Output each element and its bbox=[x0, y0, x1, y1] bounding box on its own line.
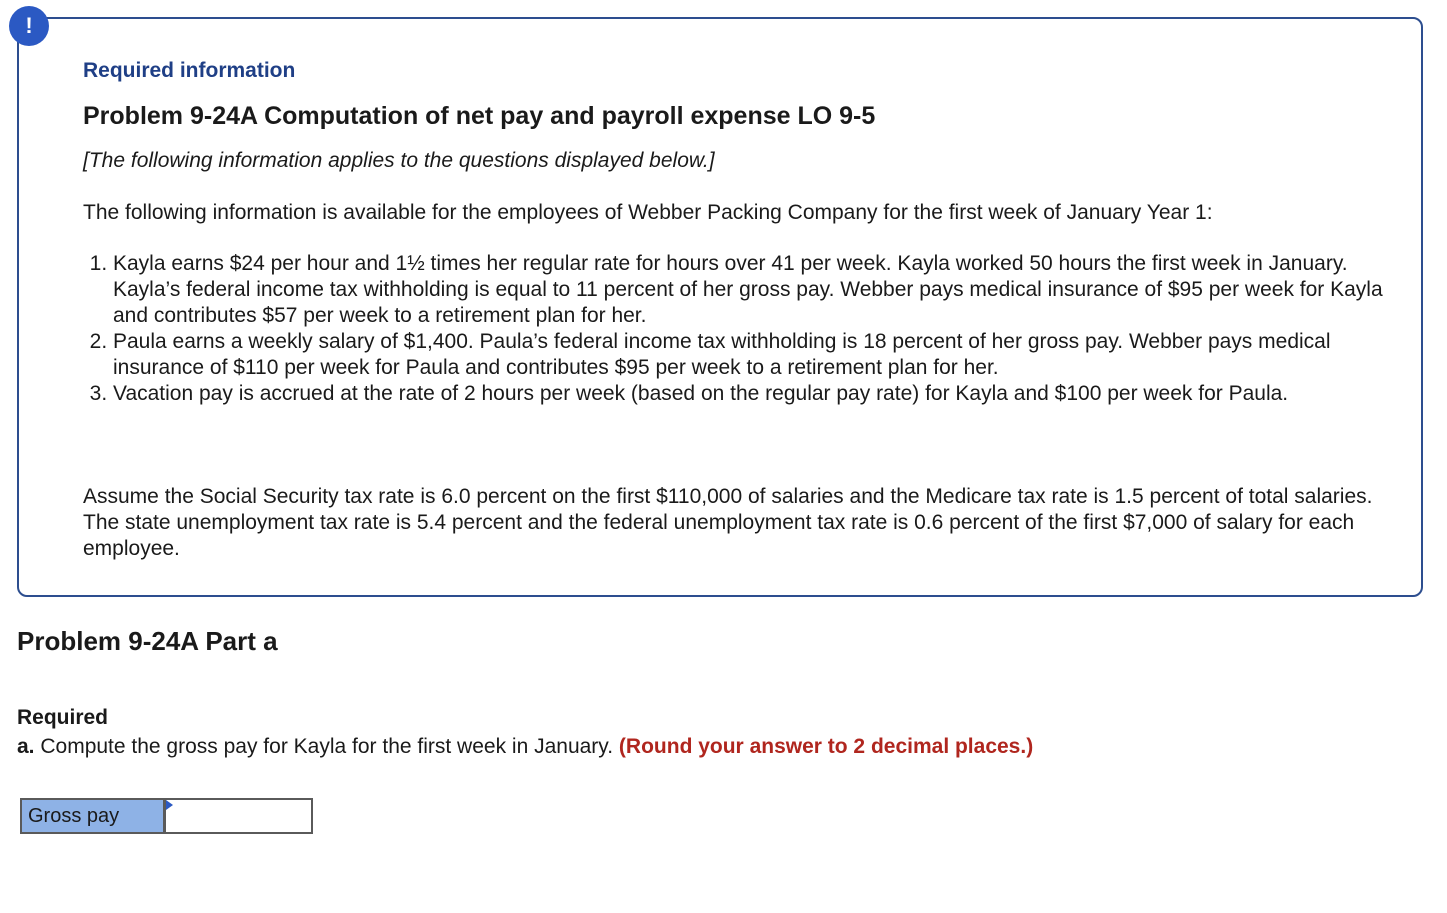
applies-note: [The following information applies to the questions displayed below.] bbox=[83, 149, 715, 172]
intro-text: The following information is available for the employees of Webber Packing Company for the first week of January Year 1: bbox=[83, 201, 1213, 224]
alert-icon: ! bbox=[9, 6, 49, 46]
input-marker-icon bbox=[166, 800, 173, 810]
required-label: Required bbox=[17, 706, 109, 729]
list-item: 3. Vacation pay is accrued at the rate of 2 hours per week (based on the regular pay rate) for Kayla and $100 per week for Paula. bbox=[113, 381, 1403, 407]
gross-pay-label: Gross pay bbox=[20, 798, 163, 834]
gross-pay-answer-row bbox=[20, 798, 313, 834]
required-information-panel bbox=[17, 17, 1423, 597]
question-letter: a. bbox=[17, 735, 35, 758]
gross-pay-input[interactable] bbox=[163, 798, 313, 834]
facts-list bbox=[83, 251, 1403, 407]
gross-pay-cell bbox=[163, 798, 313, 834]
rounding-hint: (Round your answer to 2 decimal places.) bbox=[618, 735, 1034, 758]
list-item: 2. Paula earns a weekly salary of $1,400. Paula’s federal income tax withholding is 18 percent of her gross pay. Webber pays medical insurance of $110 per week for Paula and contributes $95 per week to a retirement plan for her. bbox=[113, 329, 1403, 381]
required-information-heading: Required information bbox=[83, 59, 296, 82]
part-title: Problem 9-24A Part a bbox=[17, 626, 278, 656]
list-item: 1. Kayla earns $24 per hour and 1½ times her regular rate for hours over 41 per week. Kayla worked 50 hours the first week in January. Kayla’s federal income tax withholding is equal to 11 percent of her gross pay. Webber pays medical insurance of $95 per week for Kayla and contributes $57 per week to a retirement plan for her. bbox=[113, 251, 1403, 329]
question-text bbox=[17, 735, 1033, 759]
problem-title: Problem 9-24A Computation of net pay and payroll expense LO 9-5 bbox=[83, 102, 876, 130]
assumption-text: Assume the Social Security tax rate is 6.0 percent on the first $110,000 of salaries and the Medicare tax rate is 1.5 percent of total salaries. The state unemployment tax rate is 5.4 percent and the federal unemployment tax rate is 0.6 percent of the first $7,000 of salary for each employee. bbox=[83, 485, 1373, 560]
question-body: Compute the gross pay for Kayla for the first week in January. bbox=[40, 735, 614, 758]
